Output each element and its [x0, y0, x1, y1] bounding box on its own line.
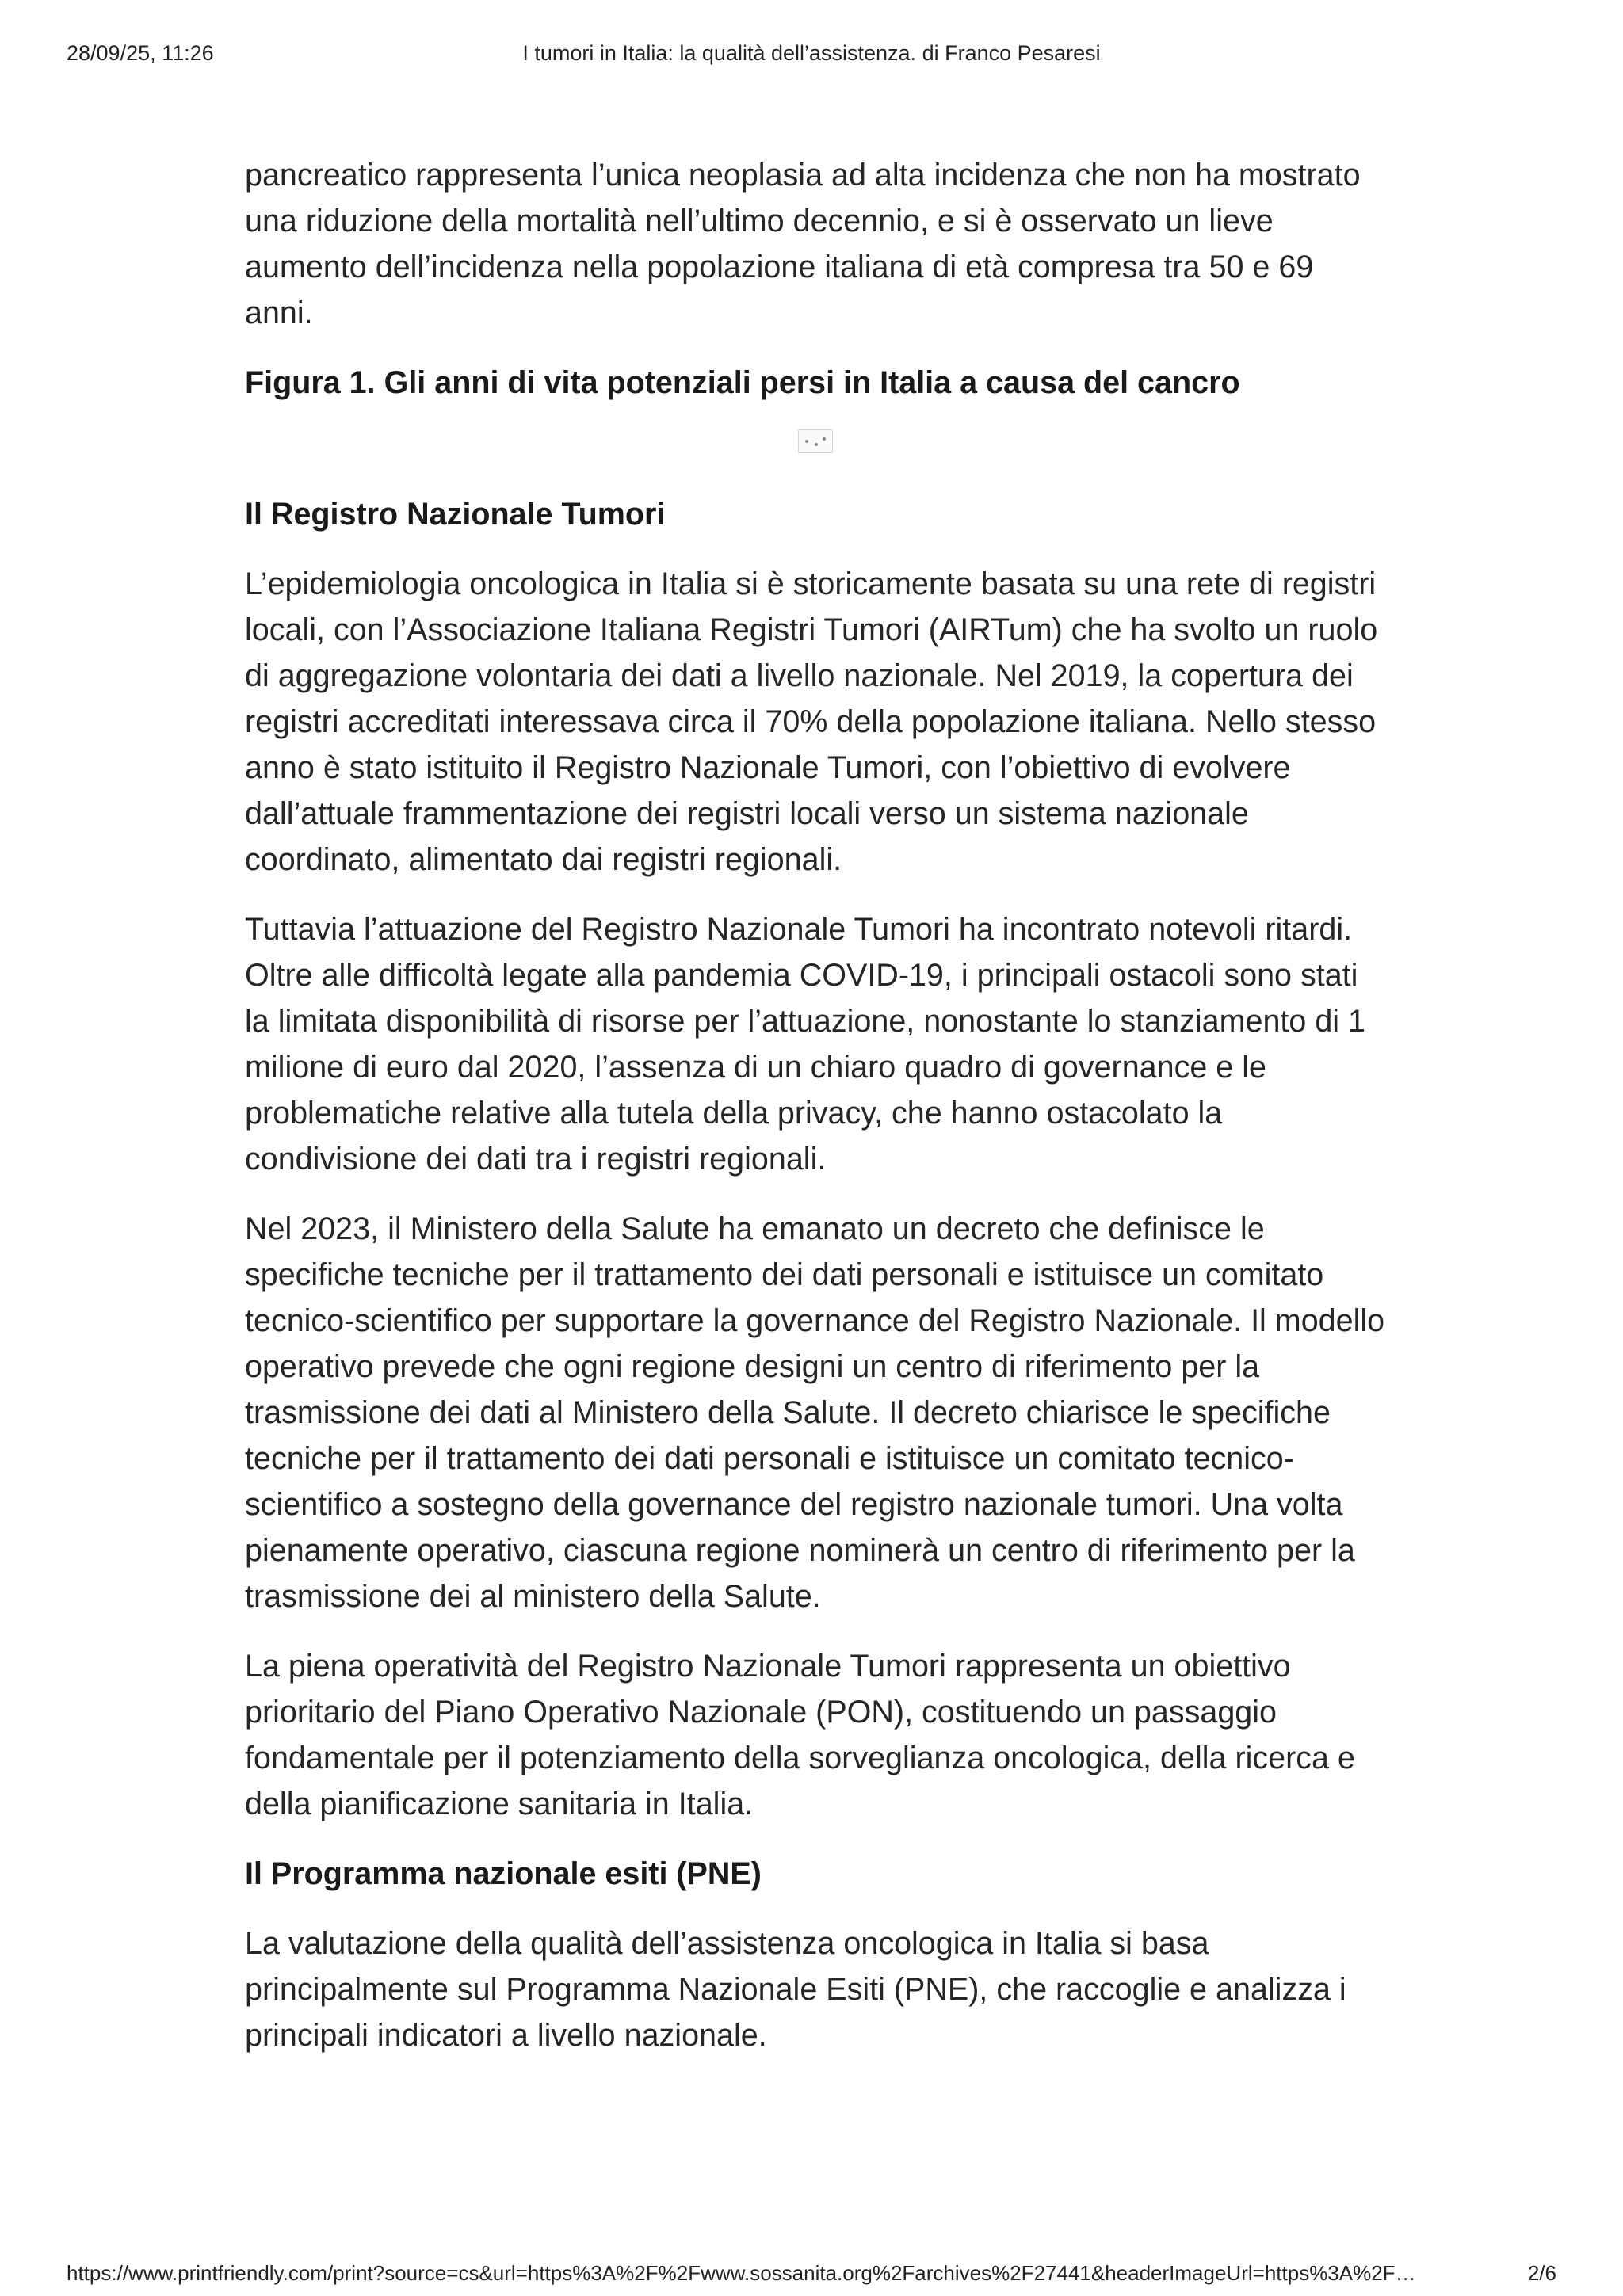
paragraph: La piena operatività del Registro Nazionale Tumori rappresenta un obiettivo prioritario del Piano Operativo Nazionale (PON), costituendo un passaggio fondamentale per il potenziamento della sorveglianza oncologica, della ricerca e della pianificazione sanitaria in Italia.: [245, 1649, 1355, 1821]
page-number: 2/6: [1527, 2261, 1556, 2285]
article-body: [245, 152, 1386, 2082]
paragraph: La valutazione della qualità dell’assistenza oncologica in Italia si basa principalmente sul Programma Nazionale Esiti (PNE), che raccoglie e analizza i principali indicatori a livello nazionale.: [245, 1926, 1346, 2053]
source-url: https://www.printfriendly.com/print?source=cs&url=https%3A%2F%2Fwww.sossanita.org%2Farchives%2F27441&headerImageUrl=https%3A%2F…: [67, 2261, 1416, 2285]
broken-image-icon: [798, 429, 833, 453]
print-timestamp: 28/09/25, 11:26: [67, 41, 214, 65]
paragraph: Tuttavia l’attuazione del Registro Nazionale Tumori ha incontrato notevoli ritardi. Oltre alle difficoltà legate alla pandemia COVID-19, i principali ostacoli sono stati la limitata disponibilità di risorse per l’attuazione, nonostante lo stanziamento di 1 milione di euro dal 2020, l’assenza di un chiaro quadro di governance e le problematiche relative alla tutela della privacy, che hanno ostacolato la condivisione dei dati tra i registri regionali.: [245, 912, 1366, 1177]
intro-paragraph: pancreatico rappresenta l’unica neoplasia ad alta incidenza che non ha mostrato una riduzione della mortalità nell’ultimo decennio, e si è osservato un lieve aumento dell’incidenza nella popolazione italiana di età compresa tra 50 e 69 anni.: [245, 158, 1361, 330]
print-header: [67, 41, 1556, 70]
section-heading-registro: Il Registro Nazionale Tumori: [245, 497, 666, 532]
paragraph: Nel 2023, il Ministero della Salute ha emanato un decreto che definisce le specifiche tecniche per il trattamento dei dati personali e istituisce un comitato tecnico-scientifico per supportare la governance del Registro Nazionale. Il modello operativo prevede che ogni regione designi un centro di riferimento per la trasmissione dei dati al Ministero della Salute. Il decreto chiarisce le specifiche tecniche per il trattamento dei dati personali e istituisce un comitato tecnico-scientifico a sostegno della governance del registro nazionale tumori. Una volta pienamente operativo, ciascuna regione nominerà un centro di riferimento per la trasmissione dei al ministero della Salute.: [245, 1211, 1385, 1614]
page-title: I tumori in Italia: la qualità dell’assistenza. di Franco Pesaresi: [522, 41, 1101, 65]
figure-caption: Figura 1. Gli anni di vita potenziali persi in Italia a causa del cancro: [245, 365, 1240, 400]
print-footer: [67, 2261, 1556, 2286]
paragraph: L’epidemiologia oncologica in Italia si è storicamente basata su una rete di registri locali, con l’Associazione Italiana Registri Tumori (AIRTum) che ha svolto un ruolo di aggregazione volontaria dei dati a livello nazionale. Nel 2019, la copertura dei registri accreditati interessava circa il 70% della popolazione italiana. Nello stesso anno è stato istituito il Registro Nazionale Tumori, con l’obiettivo di evolvere dall’attuale frammentazione dei registri locali verso un sistema nazionale coordinato, alimentato dai registri regionali.: [245, 566, 1378, 877]
section-heading-pne: Il Programma nazionale esiti (PNE): [245, 1856, 762, 1891]
